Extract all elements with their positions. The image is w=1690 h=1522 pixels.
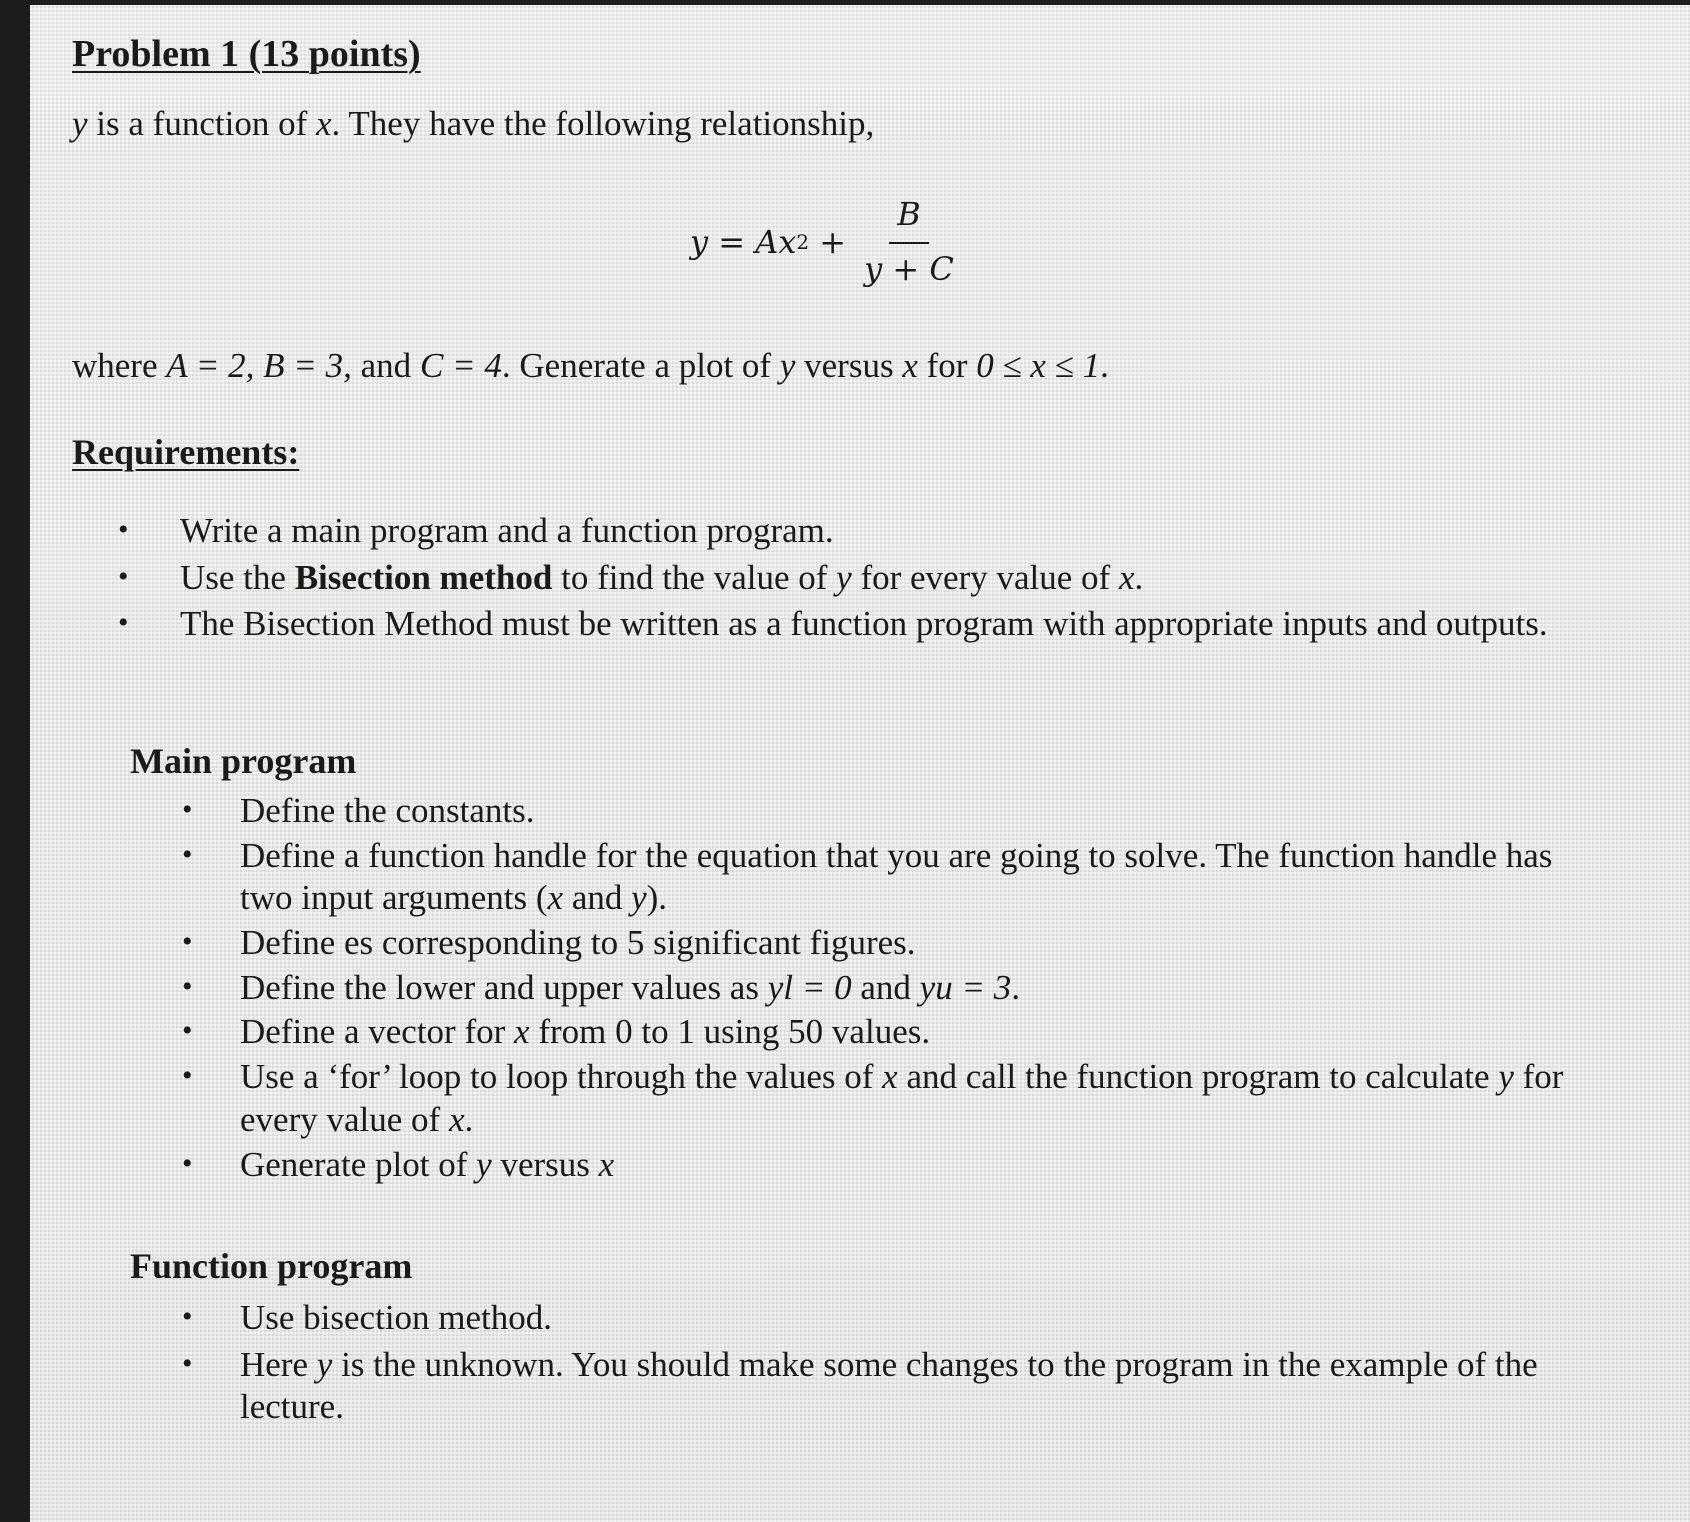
bullet-icon: • [182, 1146, 193, 1180]
equation-fraction [860, 195, 958, 289]
bullet-icon: • [118, 606, 129, 640]
screen [30, 5, 1690, 1522]
list-item: • Define a function handle for the equation that you are going to solve. The function handle has two input arguments (x and y). [182, 835, 1553, 918]
equation-lhs: y [690, 222, 709, 261]
problem-title: Problem 1 (13 points) [72, 33, 421, 75]
equation-exponent: 2 [796, 229, 810, 254]
fraction-numerator: B [889, 195, 929, 244]
bullet-icon: • [118, 513, 129, 546]
requirements-heading: Requirements: [72, 432, 300, 472]
main-program-list [182, 790, 1600, 1188]
constant-c: C = 4 [419, 346, 502, 385]
bullet-icon: • [182, 925, 193, 959]
function-program-heading: Function program [130, 1246, 413, 1286]
list-item: • Here y is the unknown. You should make some changes to the program in the example of the lecture. [182, 1344, 1538, 1427]
x-range: 0 ≤ x ≤ 1 [976, 346, 1101, 385]
equation-equals: = [708, 222, 756, 261]
list-item: • Use a ‘for’ loop to loop through the values of x and call the function program to calculate y for every value of x. [182, 1057, 1564, 1139]
var-x: x [315, 104, 332, 143]
var-y: y [72, 104, 88, 143]
constants-text: where A = 2, B = 3, and C = 4. Generate a plot of y versus x for 0 ≤ x ≤ 1. [72, 346, 1109, 385]
main-program-heading: Main program [130, 741, 357, 781]
bullet-icon: • [182, 1014, 193, 1048]
equation-term1: Ax [755, 222, 797, 261]
list-item: • Use bisection method. [182, 1298, 553, 1337]
bullet-icon: • [182, 969, 193, 1003]
intro-text: y is a function of x. They have the following relationship, [72, 104, 875, 143]
list-item: • Define a vector for x from 0 to 1 using 50 values. [182, 1012, 931, 1052]
list-item: • Define the lower and upper values as yl = 0 and yu = 3. [182, 967, 1021, 1007]
bullet-icon: • [182, 1346, 193, 1380]
bullet-icon: • [182, 1059, 193, 1093]
requirements-list [118, 510, 1640, 650]
bullet-icon: • [118, 559, 129, 593]
list-item: • Write a main program and a function program. [118, 511, 834, 550]
bullet-icon: • [182, 1300, 193, 1333]
list-item: • Use the Bisection method to find the value of y for every value of x. [118, 557, 1144, 597]
constants-ab: A = 2, B = 3, [166, 346, 352, 385]
document-page [30, 5, 1690, 1522]
function-program-list [182, 1297, 1600, 1433]
list-item: • The Bisection Method must be written as a function program with appropriate inputs and outputs. [118, 604, 1548, 644]
list-item: • Define es corresponding to 5 significant figures. [182, 923, 916, 963]
list-item: • Generate plot of y versus x [182, 1144, 615, 1184]
list-item: • Define the constants. [182, 791, 535, 830]
relationship-equation [690, 195, 958, 289]
equation-plus: + [809, 222, 847, 261]
bullet-icon: • [182, 793, 193, 826]
fraction-denominator: y + C [864, 250, 954, 289]
bullet-icon: • [182, 837, 193, 871]
